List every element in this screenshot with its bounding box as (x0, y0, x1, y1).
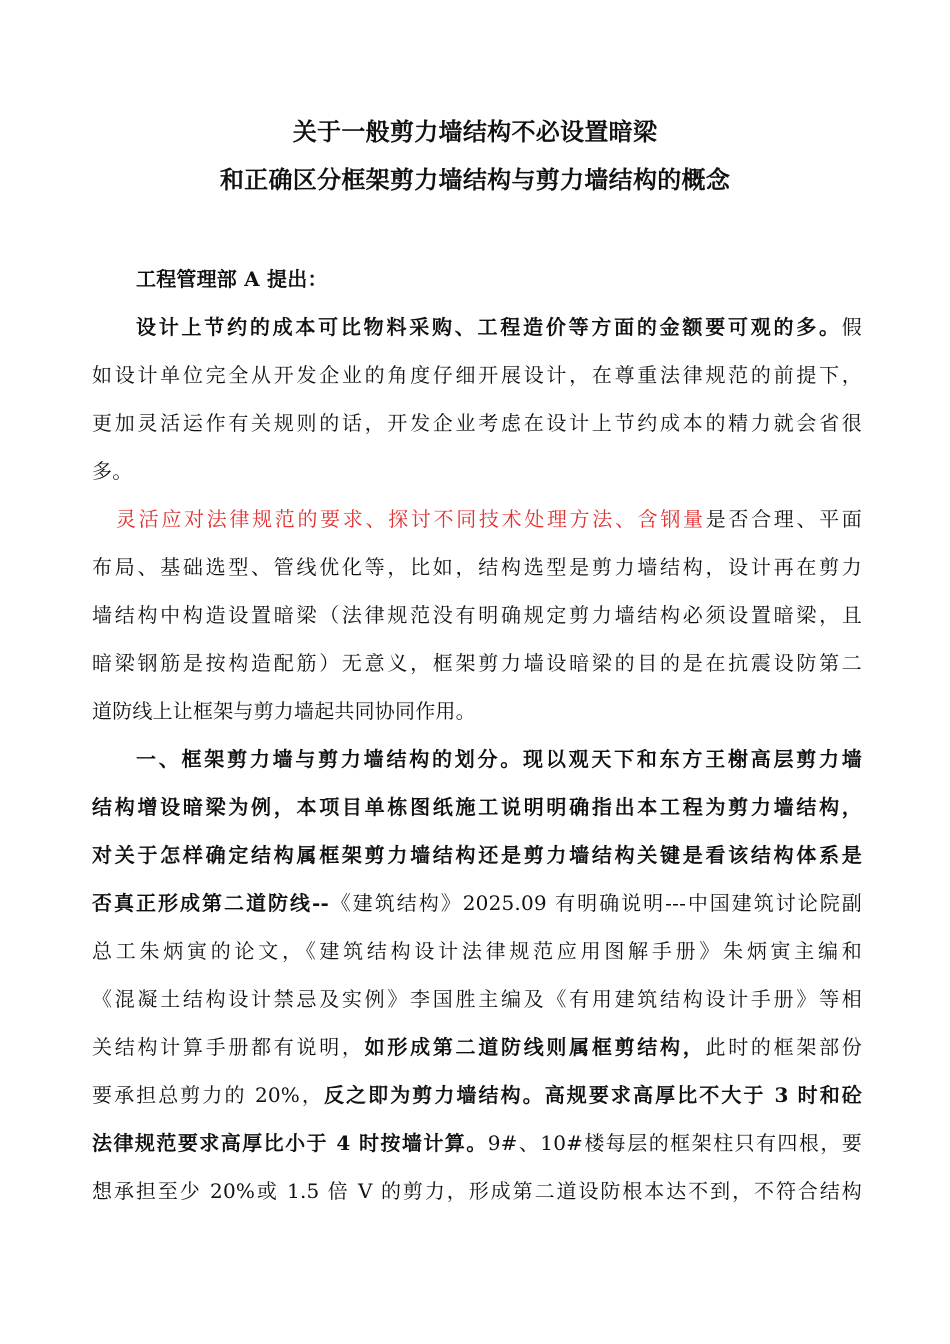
p2-line-1 (92, 495, 862, 543)
p3-line-4 (48, 879, 862, 927)
p3-text-fragment-3: 此时的框架部份 (705, 1035, 862, 1059)
p3-bold-fragment-4: 法律规范要求高厚比小于 4 时按墙计算。 (92, 1131, 488, 1155)
p3-line-9 (48, 1119, 862, 1167)
p3-line-2: 结构增设暗梁为例，本项目单栋图纸施工说明明确指出本工程为剪力墙结构， (92, 795, 862, 819)
author-line: 工程管理部 A 提出： (136, 267, 328, 291)
p3-line-10: 想承担至少 20%或 1.5 倍 V 的剪力，形成第二道设防根本达不到，不符合结构 (92, 1179, 862, 1203)
p1-line-4: 多。 (92, 459, 133, 483)
document-body (92, 255, 862, 1215)
paragraph-3 (92, 735, 862, 1215)
p3-line-5: 总工朱炳寅的论文，《建筑结构设计法律规范应用图解手册》朱炳寅主编和 (92, 939, 862, 963)
author-paragraph (92, 255, 862, 303)
title-line-2: 和正确区分框架剪力墙结构与剪力墙结构的概念 (219, 165, 731, 194)
p3-text-fragment-1: 《建筑结构》2025.09 有明确说明---中国建筑讨论院副 (328, 891, 862, 915)
p1-text: 假 (841, 315, 862, 339)
p1-line-3: 更加灵活运作有关规则的话，开发企业考虑在设计上节约成本的精力就会省很 (92, 411, 862, 435)
p2-line-2: 布局、基础选型、管线优化等，比如，结构选型是剪力墙结构，设计再在剪力 (92, 555, 862, 579)
p1-line-1 (92, 303, 862, 351)
paragraph-2 (92, 495, 862, 735)
p3-line-8 (48, 1071, 862, 1119)
p2-line-3: 墙结构中构造设置暗梁（法律规范没有明确规定剪力墙结构必须设置暗梁，且 (92, 603, 862, 627)
p3-line-7 (48, 1023, 862, 1071)
p2-line-4: 暗梁钢筋是按构造配筋）无意义，框架剪力墙设暗梁的目的是在抗震设防第二 (92, 651, 862, 675)
p3-text-fragment-5: 9#、10#楼每层的框架柱只有四根，要 (487, 1131, 862, 1155)
title-line-1: 关于一般剪力墙结构不必设置暗梁 (292, 117, 658, 146)
paragraph-1 (92, 303, 862, 495)
p2-highlighted-text: 灵活应对法律规范的要求、探讨不同技术处理方法、含钢量 (116, 507, 706, 531)
p3-line-6: 《混凝土结构设计禁忌及实例》李国胜主编及《有用建筑结构设计手册》等相 (92, 987, 862, 1011)
p3-bold-fragment-2: 如形成第二道防线则属框剪结构， (364, 1035, 706, 1059)
p1-bold-text: 设计上节约的成本可比物料采购、工程造价等方面的金额要可观的多。 (136, 315, 842, 339)
p1-line-2: 如设计单位完全从开发企业的角度仔细开展设计，在尊重法律规范的前提下， (92, 363, 862, 387)
p3-text-fragment-4: 要承担总剪力的 20%， (92, 1083, 324, 1107)
p3-line-3: 对关于怎样确定结构属框架剪力墙结构还是剪力墙结构关键是看该结构体系是 (92, 843, 862, 867)
p3-text-fragment-2: 关结构计算手册都有说明， (92, 1035, 365, 1059)
p3-bold-fragment-3: 反之即为剪力墙结构。高规要求高厚比不大于 3 时和砼 (323, 1083, 862, 1107)
document-title (0, 108, 950, 204)
p2-text: 是否合理、平面 (705, 507, 863, 531)
p3-bold-fragment-1: 否真正形成第二道防线-- (92, 891, 329, 915)
p3-line-1: 一、框架剪力墙与剪力墙结构的划分。现以观天下和东方王榭高层剪力墙 (136, 747, 862, 771)
p2-line-5: 道防线上让框架与剪力墙起共同协同作用。 (92, 699, 476, 723)
